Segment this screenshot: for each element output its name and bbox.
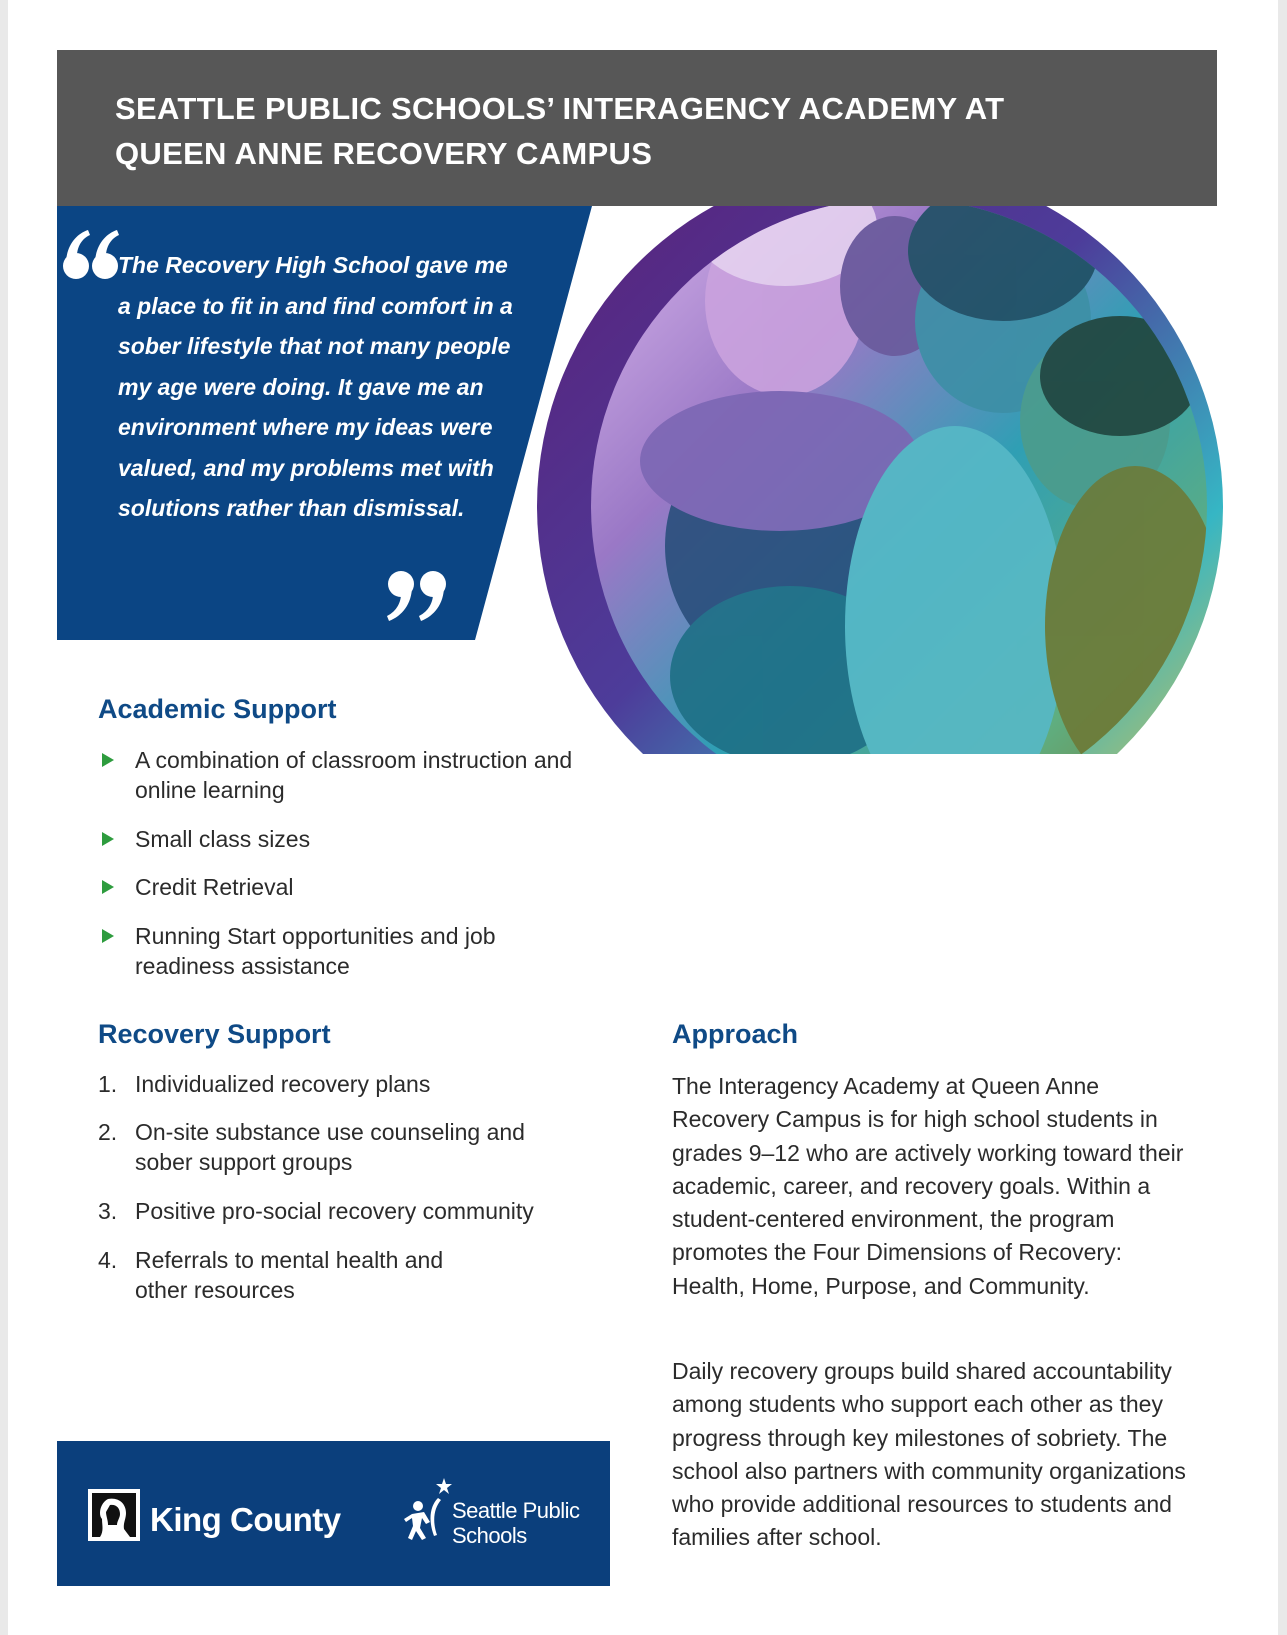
students-photo	[535, 206, 1225, 896]
approach-paragraph-2: Daily recovery groups build shared accountability among students who support each other as they progress through key milestones of sobriety. The school also partners with community organizations who provide additional resources to students and families after school.	[672, 1358, 1186, 1551]
seattle-public-schools-logo-icon	[404, 1476, 454, 1546]
open-quote-icon	[62, 226, 120, 284]
academic-support-heading: Academic Support	[98, 694, 337, 724]
king-county-wordmark: King County	[150, 1501, 341, 1538]
approach-paragraph-1: The Interagency Academy at Queen Anne Recovery Campus is for high school students in grades 9–12 who are actively working toward their academic, career, and recovery goals. Within a student-centered environment, the program promotes the Four Dimensions of Recovery: Health, Home, Purpose, and Community.	[672, 1073, 1184, 1299]
bullet-arrow-icon	[102, 929, 114, 943]
bullet-arrow-icon	[102, 880, 114, 894]
bullet-arrow-icon	[102, 753, 114, 767]
king-county-logo-icon	[88, 1489, 140, 1541]
close-quote-icon	[385, 568, 451, 626]
title-line-1: SEATTLE PUBLIC SCHOOLS’ INTERAGENCY ACADEMY AT	[115, 91, 1005, 126]
testimonial-quote: The Recovery High School gave me a place to fit in and find comfort in a sober lifestyle that not many people my age were doing. It gave me an environment where my ideas were valued, and my problems met with solutions rather than dismissal.	[118, 252, 513, 521]
recovery-support-heading: Recovery Support	[98, 1019, 331, 1049]
title-line-2: QUEEN ANNE RECOVERY CAMPUS	[115, 136, 653, 171]
bullet-arrow-icon	[102, 832, 114, 846]
seattle-public-schools-wordmark: Seattle Public Schools	[452, 1498, 580, 1548]
page-title	[115, 86, 1004, 176]
approach-heading: Approach	[672, 1019, 799, 1049]
header-banner	[57, 50, 1217, 206]
